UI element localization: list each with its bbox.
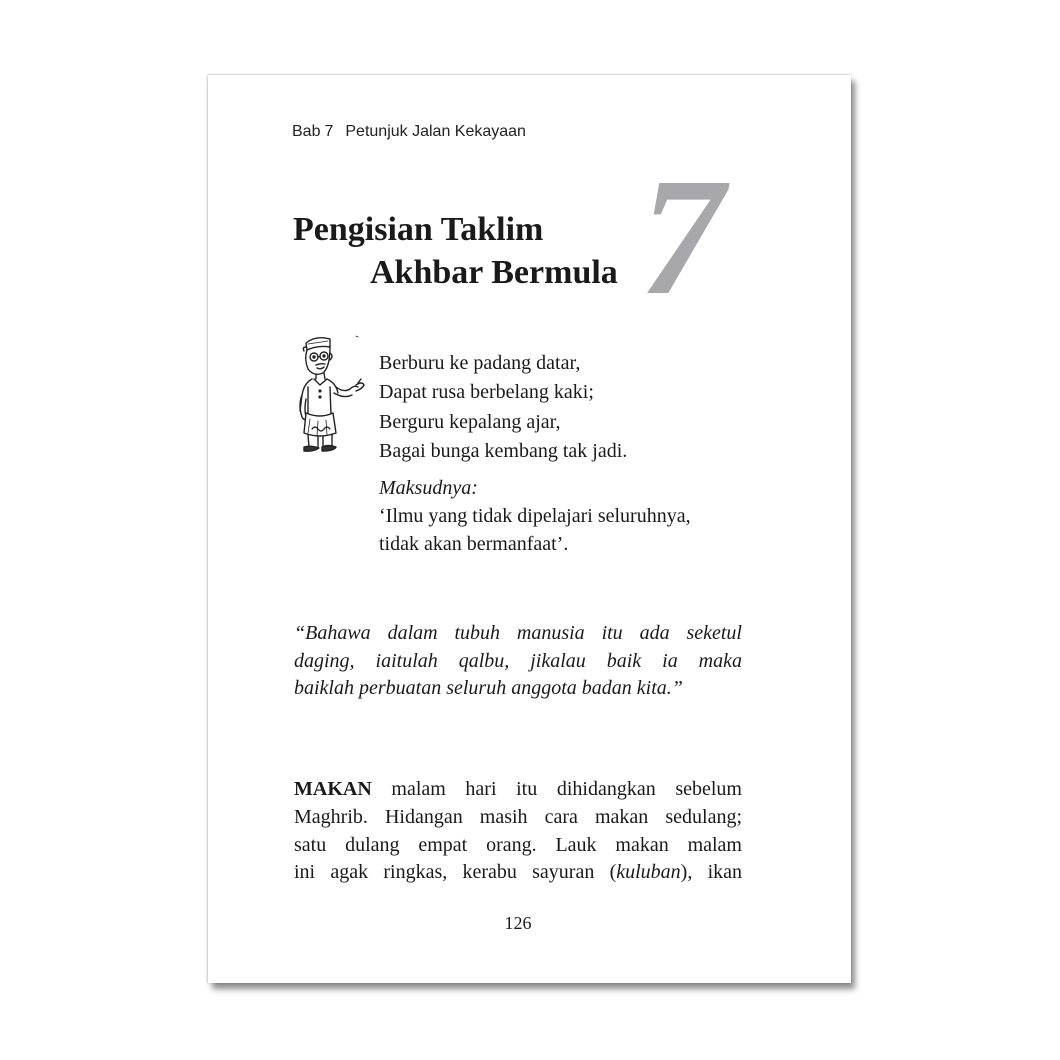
body-text: ), ikan [680, 861, 743, 884]
body-paragraph [294, 776, 742, 887]
meaning-line: ‘Ilmu yang tidak dipelajari seluruhnya, [379, 505, 691, 527]
body-line [294, 859, 742, 887]
body-text: malam hari itu dihidangkan sebelum [371, 778, 742, 800]
malay-man-cartoon-icon [290, 329, 370, 459]
running-head-label: Bab [292, 123, 321, 140]
drop-lead-word: MAKAN [294, 778, 372, 800]
verse-line: Bagai bunga kembang tak jadi. [379, 439, 628, 462]
verse-meaning [379, 474, 691, 558]
meaning-label: Maksudnya: [379, 477, 478, 499]
chapter-title-line-1: Pengisian Taklim [293, 211, 544, 248]
body-text: ini agak ringkas, kerabu sayuran ( [294, 861, 617, 884]
quote-line: “Bahawa dalam tubuh manusia itu ada seketul [294, 622, 742, 644]
running-head-title: Petunjuk Jalan Kekayaan [345, 123, 526, 140]
meaning-line: tidak akan bermanfaat’. [379, 533, 569, 555]
quote-line: baiklah perbuatan seluruh anggota badan kita.” [294, 677, 683, 699]
page-number: 126 [504, 913, 532, 933]
chapter-title-line-2: Akhbar Bermula [370, 254, 618, 291]
quote-line: daging, iaitulah qalbu, jikalau baik ia maka [294, 649, 742, 672]
verse-line: Berguru kepalang ajar, [379, 410, 561, 433]
body-line: Maghrib. Hidangan masih cara makan sedulang; [294, 805, 742, 828]
running-head [292, 123, 526, 141]
body-line: satu dulang empat orang. Lauk makan malam [294, 833, 742, 856]
pantun-verse [379, 349, 627, 466]
verse-line: Dapat rusa berbelang kaki; [379, 381, 594, 404]
chapter-number: 7 [640, 144, 724, 330]
running-head-chapter-number: 7 [324, 123, 334, 140]
epigraph-quote [294, 620, 742, 703]
body-line [294, 776, 742, 804]
book-page [208, 75, 851, 983]
italic-term: kuluban [616, 861, 681, 884]
verse-line: Berburu ke padang datar, [379, 352, 581, 374]
